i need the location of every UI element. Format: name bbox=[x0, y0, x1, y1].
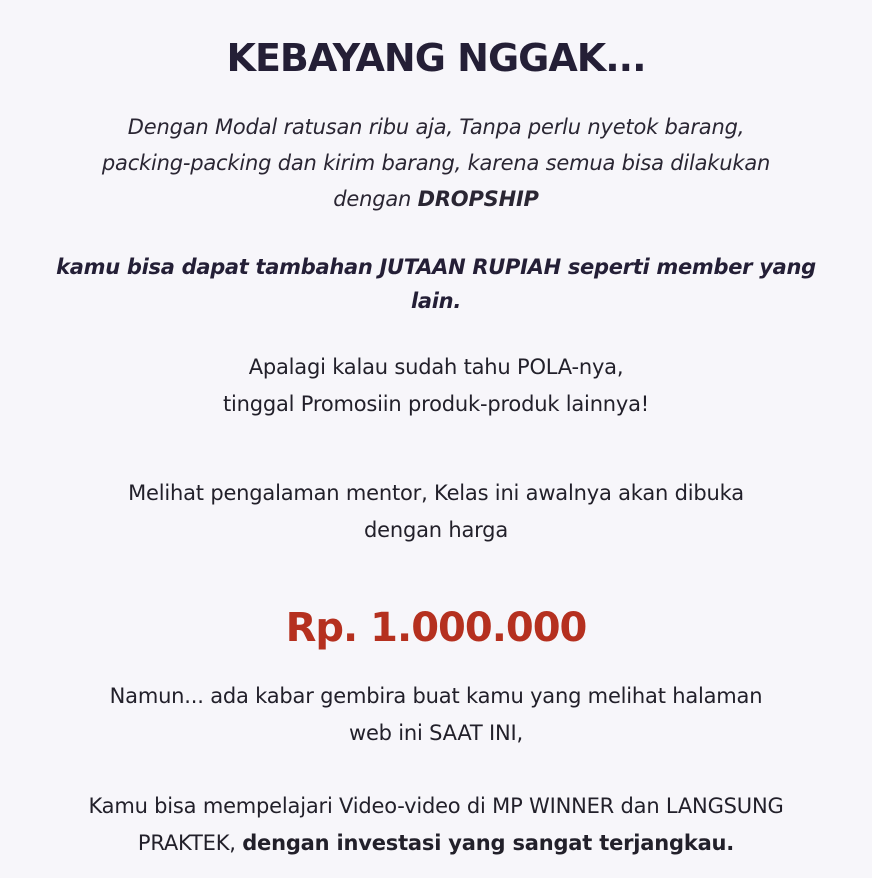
pola-line-2: tinggal Promosiin produk-produk lainnya! bbox=[222, 392, 650, 416]
original-price: Rp. 1.000.000 bbox=[285, 605, 587, 651]
mentor-paragraph bbox=[0, 475, 872, 549]
dropship-emphasis: DROPSHIP bbox=[417, 187, 539, 211]
investment-emphasis: dengan investasi yang sangat terjangkau. bbox=[242, 831, 735, 855]
namun-line-2: web ini SAAT INI, bbox=[348, 721, 524, 745]
highlight-line-1: kamu bisa dapat tambahan JUTAAN RUPIAH seperti member yang bbox=[56, 255, 816, 279]
namun-line-1: Namun... ada kabar gembira buat kamu yang melihat halaman bbox=[109, 684, 763, 708]
intro-paragraph bbox=[0, 109, 872, 217]
highlight-line-2: lain. bbox=[411, 289, 461, 313]
intro-line-1: Dengan Modal ratusan ribu aja, Tanpa perlu nyetok barang, bbox=[127, 115, 745, 139]
namun-paragraph bbox=[0, 678, 872, 752]
mentor-line-2: dengan harga bbox=[364, 518, 508, 542]
intro-line-2: packing-packing dan kirim barang, karena semua bisa dilakukan bbox=[101, 151, 771, 175]
intro-line-3 bbox=[0, 181, 872, 217]
pola-paragraph bbox=[0, 349, 872, 423]
kamu-line-1: Kamu bisa mempelajari Video-video di MP WINNER dan LANGSUNG bbox=[88, 794, 784, 818]
kamu-line-2-prefix: PRAKTEK, bbox=[137, 831, 243, 855]
mentor-line-1: Melihat pengalaman mentor, Kelas ini awalnya akan dibuka bbox=[128, 481, 744, 505]
kamu-paragraph bbox=[0, 788, 872, 862]
page-title: KEBAYANG NGGAK... bbox=[226, 36, 646, 80]
highlight-paragraph bbox=[0, 250, 872, 318]
pola-line-1: Apalagi kalau sudah tahu POLA-nya, bbox=[248, 355, 624, 379]
kamu-line-2 bbox=[0, 825, 872, 862]
intro-line-3-prefix: dengan bbox=[333, 187, 418, 211]
